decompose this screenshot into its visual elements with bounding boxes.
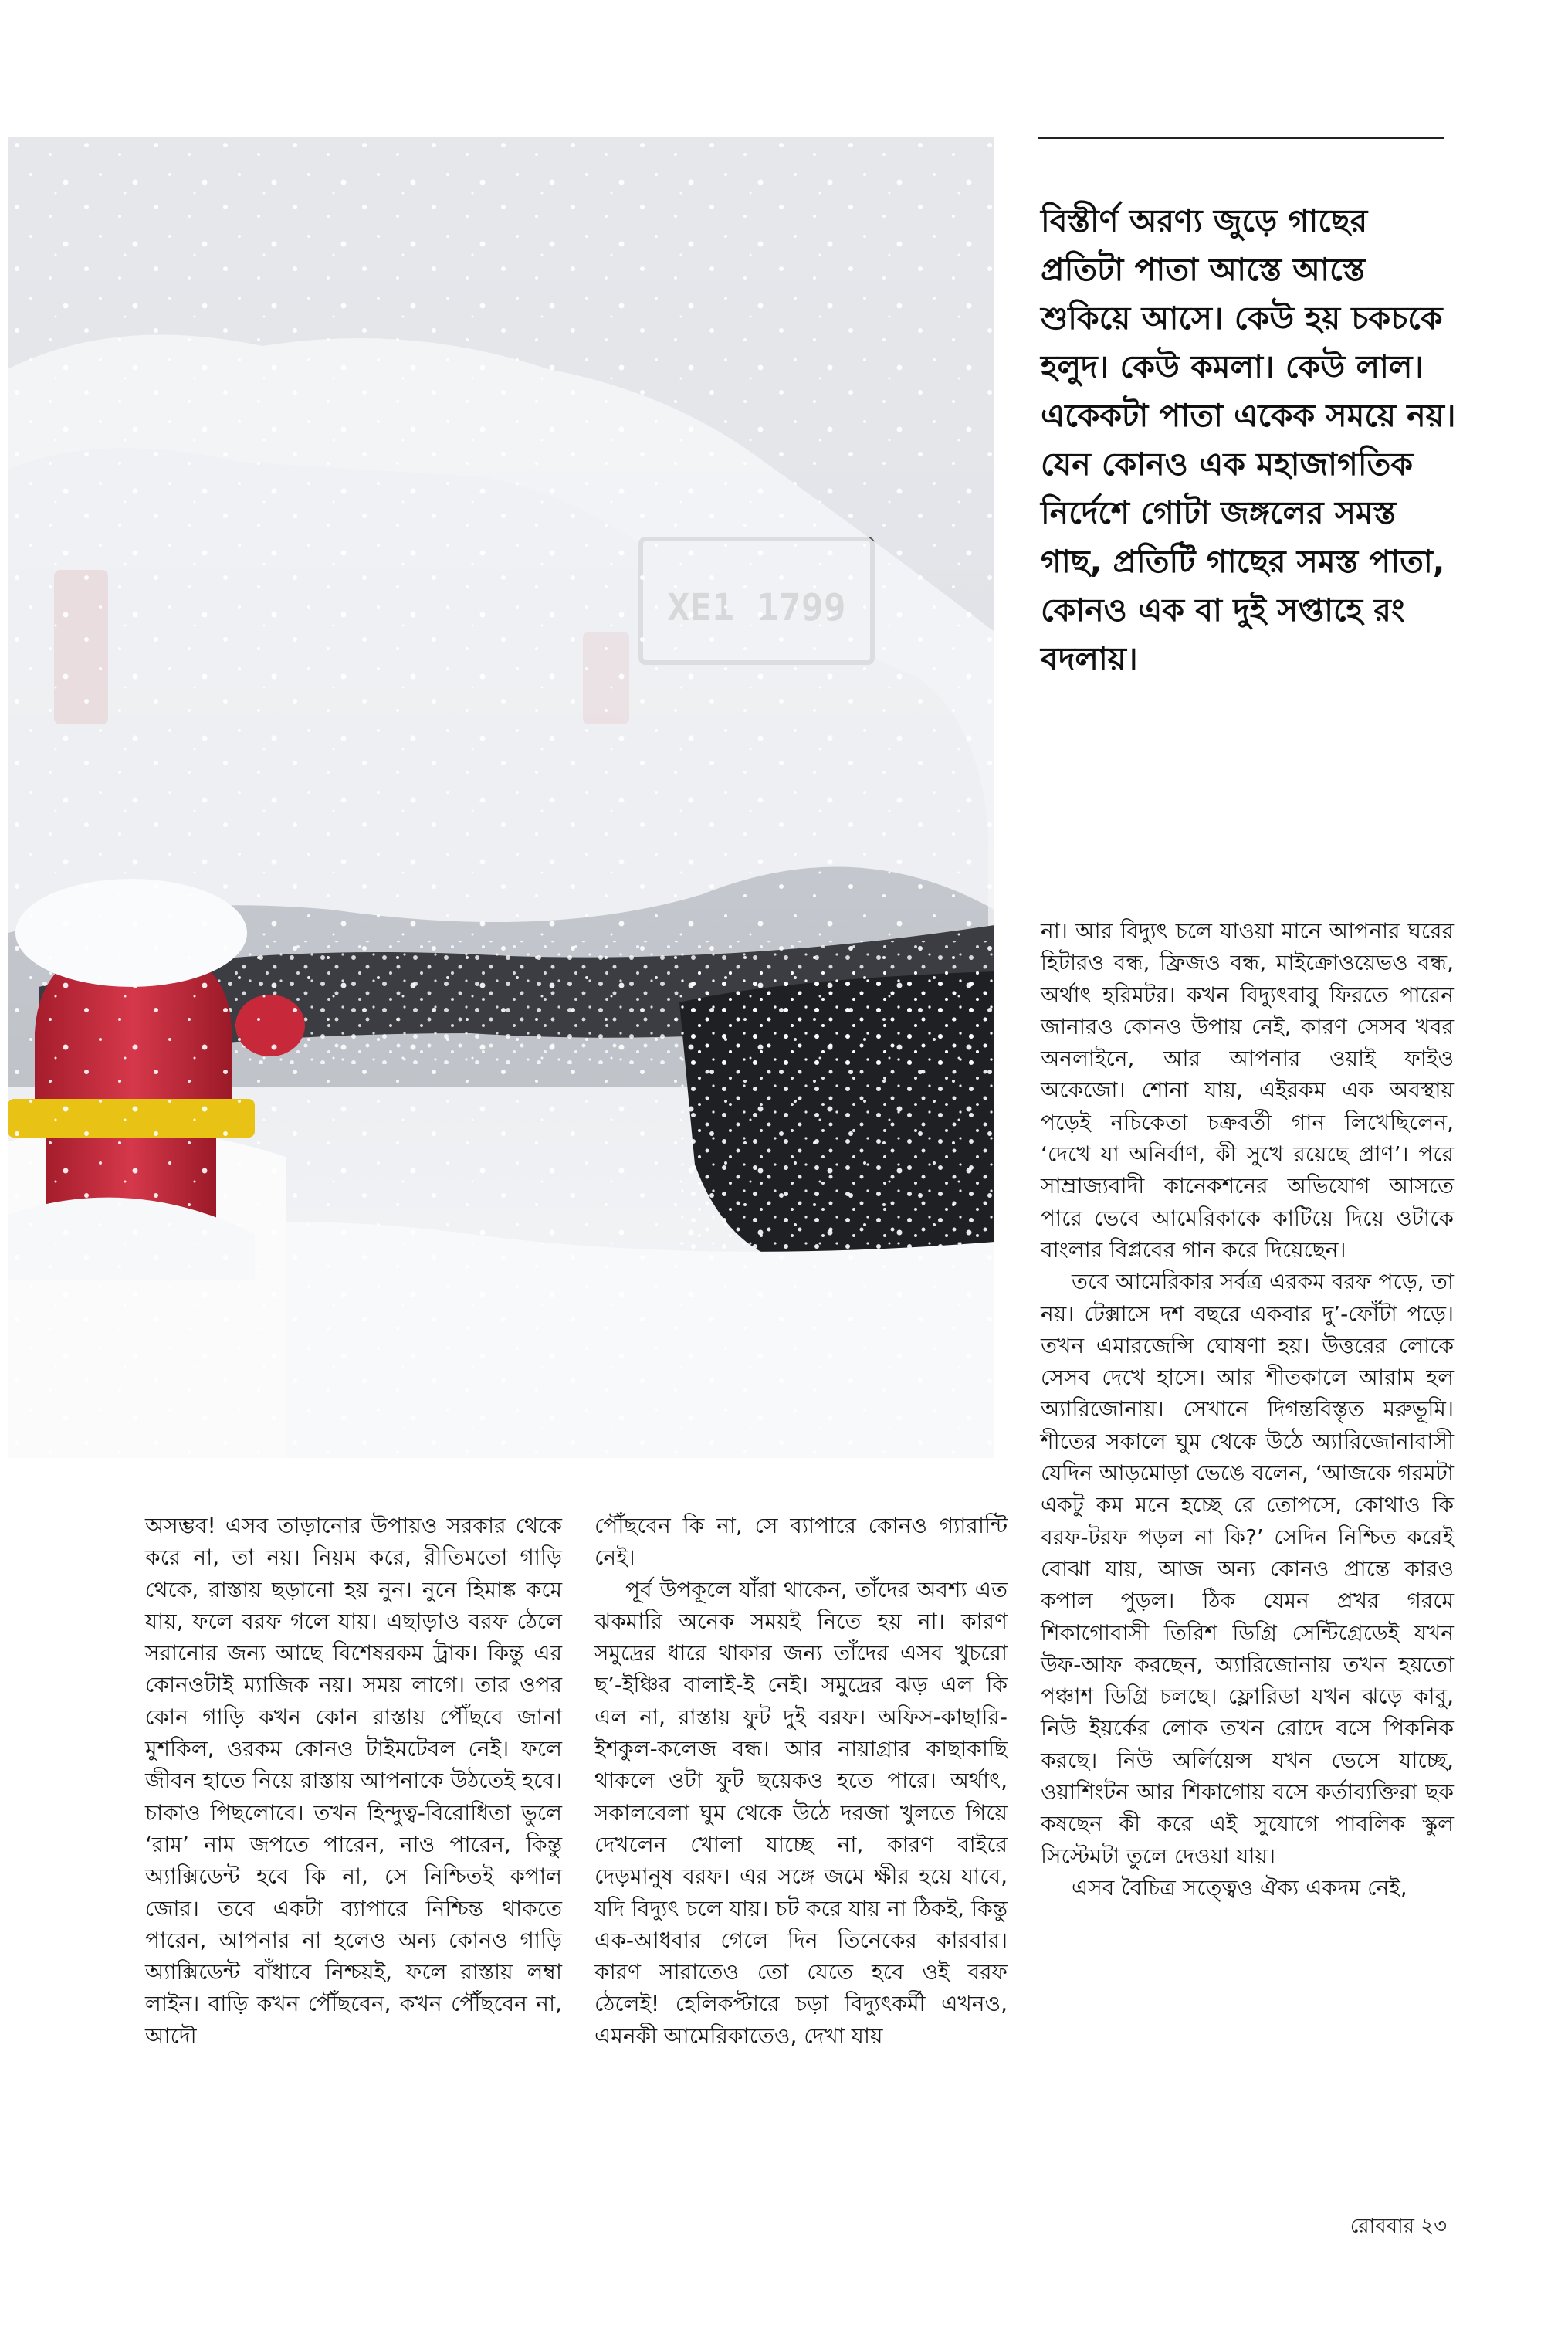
article-column-2 (594, 1510, 1008, 2052)
column-3-paragraph-2: তবে আমেরিকার সর্বত্র এরকম বরফ পড়ে, তা নয়। টেক্সাসে দশ বছরে একবার দু’-ফোঁটা পড়ে। তখন এমারজেন্সি ঘোষণা হয়। উত্তরের লোকে সেসব দেখে হাসে। আর শীতকালে আরাম হল অ্যারিজোনায়। সেখানে দিগন্তবিস্তৃত মরুভূমি। শীতের সকালে ঘুম থেকে উঠে অ্যারিজোনাবাসী যেদিন আড়মোড়া ভেঙে বলেন, ‘আজকে গরমটা একটু কম মনে হচ্ছে রে তোপসে, কোথাও কি বরফ-টরফ পড়ল না কি?’ সেদিন নিশ্চিত করেই বোঝা যায়, আজ অন্য কোনও প্রান্তে কারও কপাল পুড়ল। ঠিক যেমন প্রখর গরমে শিকাগোবাসী তিরিশ ডিগ্রি সেন্টিগ্রেডেই যখন উফ-আফ করছেন, অ্যারিজোনায় তখন হয়তো পঞ্চাশ ডিগ্রি চলছে। ফ্লোরিডা যখন ঝড়ে কাবু, নিউ ইয়র্কের লোক তখন রোদে বসে পিকনিক করছে। নিউ অর্লিয়েন্স যখন ভেসে যাচ্ছে, ওয়াশিংটন আর শিকাগোয় বসে কর্তাব্যক্তিরা ছক কষছেন কী করে এই সুযোগে পাবলিক স্কুল সিস্টেমটা তুলে দেওয়া যায়। (1041, 1269, 1454, 1869)
sidebar-rule (1038, 137, 1444, 139)
column-3-paragraph-3: এসব বৈচিত্র সত্ত্বেও ঐক্য একদম নেই, (1072, 1874, 1407, 1900)
article-column-3 (1041, 915, 1454, 1904)
pull-quote: বিস্তীর্ণ অরণ্য জুড়ে গাছের প্রতিটা পাতা আস্তে আস্তে শুকিয়ে আসে। কেউ হয় চকচকে হলুদ। কেউ কমলা। কেউ লাল। একেকটা পাতা একেক সময়ে নয়। যেন কোনও এক মহাজাগতিক নির্দেশে গোটা জঙ্গলের সমস্ত গাছ, প্রতিটি গাছের সমস্ত পাতা, কোনও এক বা দুই সপ্তাহে রং বদলায়। (1041, 202, 1456, 677)
page-folio: রোববার ২৩ (1350, 2215, 1447, 2238)
column-3-paragraph-1: না। আর বিদ্যুৎ চলে যাওয়া মানে আপনার ঘরের হিটারও বন্ধ, ফ্রিজও বন্ধ, মাইক্রোওয়েভও বন্ধ, অর্থাৎ হরিমটর। কখন বিদ্যুৎবাবু ফিরতে পারেন জানারও কোনও উপায় নেই, কারণ সেসব খবর অনলাইনে, আর আপনার ওয়াই ফাইও অকেজো। শোনা যায়, এইরকম এক অবস্থায় পড়েই নচিকেতা চক্রবর্তী গান লিখেছিলেন, ‘দেখে যা অনির্বাণ, কী সুখে রয়েছে প্রাণ’। পরে সাম্রাজ্যবাদী কানেকশনের অভিযোগ আসতে পারে ভেবে আমেরিকাকে কাটিয়ে দিয়ে ওটাকে বাংলার বিপ্লবের গান করে দিয়েছেন। (1041, 918, 1454, 1263)
snow-scene-photo (8, 137, 994, 1458)
column-2-paragraph-1: পৌঁছবেন কি না, সে ব্যাপারে কোনও গ্যারান্টি নেই। (594, 1513, 1008, 1571)
column-1-paragraph-1: অসম্ভব! এসব তাড়ানোর উপায়ও সরকার থেকে করে না, তা নয়। নিয়ম করে, রীতিমতো গাড়ি থেকে, রাস্তায় ছড়ানো হয় নুন। নুনে হিমাঙ্ক কমে যায়, ফলে বরফ গলে যায়। এছাড়াও বরফ ঠেলে সরানোর জন্য আছে বিশেষরকম ট্রাক। কিন্তু এর কোনওটাই ম্যাজিক নয়। সময় লাগে। তার ওপর কোন গাড়ি কখন কোন রাস্তায় পৌঁছবে জানা মুশকিল, ওরকম কোনও টাইমটেবল নেই। ফলে জীবন হাতে নিয়ে রাস্তায় আপনাকে উঠতেই হবে। চাকাও পিছলোবে। তখন হিন্দুত্ব-বিরোধিতা ভুলে ‘রাম’ নাম জপতে পারেন, নাও পারেন, কিন্তু অ্যাক্সিডেন্ট হবে কি না, সে নিশ্চিতই কপাল জোর। তবে একটা ব্যাপারে নিশ্চিন্ত থাকতে পারেন, আপনার না হলেও অন্য কোনও গাড়ি অ্যাক্সিডেন্ট বাঁধাবে নিশ্চয়ই, ফলে রাস্তায় লম্বা লাইন। বাড়ি কখন পৌঁছবেন, কখন পৌঁছবেন না, আদৌ (145, 1513, 562, 2049)
article-column-1 (145, 1510, 562, 2052)
column-2-paragraph-2: পূর্ব উপকূলে যাঁরা থাকেন, তাঁদের অবশ্য এত ঝকমারি অনেক সময়ই নিতে হয় না। কারণ সমুদ্রের ধারে থাকার জন্য তাঁদের এসব খুচরো ছ’-ইঞ্চির বালাই-ই নেই। সমুদ্রের ঝড় এল কি এল না, রাস্তায় ফুট দুই বরফ। অফিস-কাছারি-ইশকুল-কলেজ বন্ধ। আর নায়াগ্রার কাছাকাছি থাকলে ওটা ফুট ছয়েকও হতে পারে। অর্থাৎ, সকালবেলা ঘুম থেকে উঠে দরজা খুলতে গিয়ে দেখলেন খোলা যাচ্ছে না, কারণ বাইরে দেড়মানুষ বরফ। এর সঙ্গে জমে ক্ষীর হয়ে যাবে, যদি বিদ্যুৎ চলে যায়। চট করে যায় না ঠিকই, কিন্তু এক-আধবার গেলে দিন তিনেকের কারবার। কারণ সারাতেও তো যেতে হবে ওই বরফ ঠেলেই! হেলিকপ্টারে চড়া বিদ্যুৎকর্মী এখনও, এমনকী আমেরিকাতেও, দেখা যায় (594, 1576, 1008, 2049)
snow-scene-illustration (8, 137, 994, 1458)
